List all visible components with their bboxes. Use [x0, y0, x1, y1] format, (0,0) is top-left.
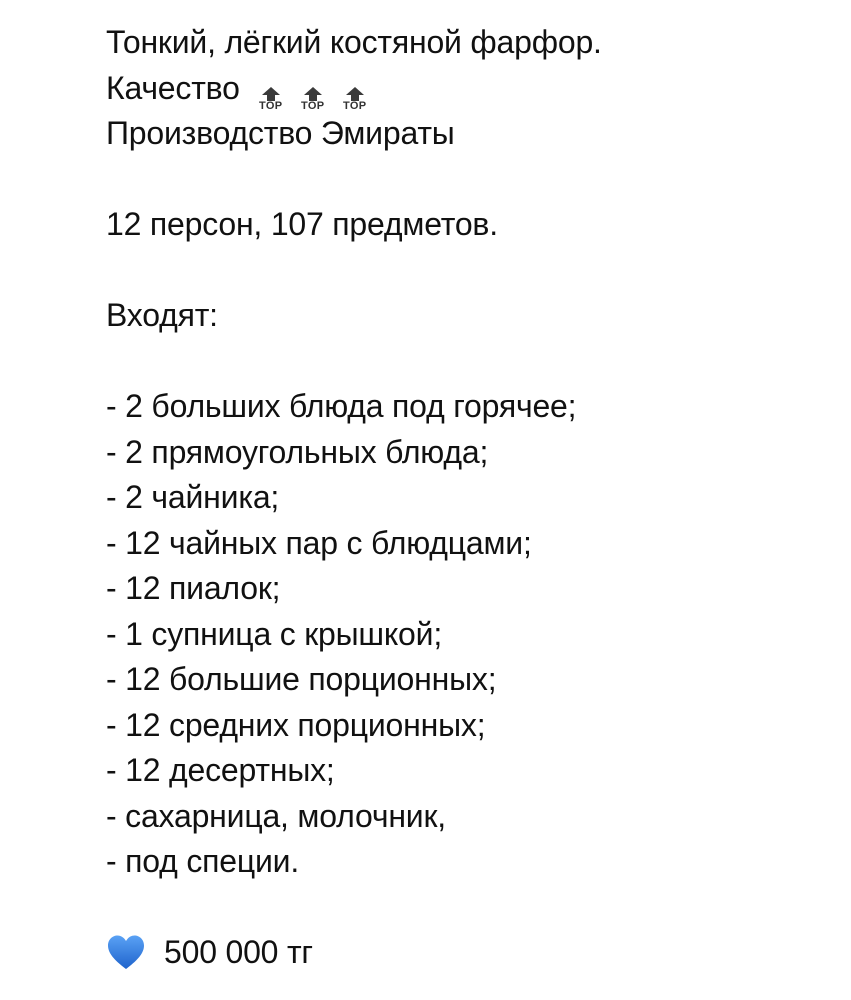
- spacer: [106, 248, 826, 294]
- top-badge-label: TOP: [301, 99, 325, 112]
- top-arrow-icon: [340, 87, 370, 112]
- price-line: [106, 930, 826, 976]
- items-list: [106, 384, 826, 885]
- spacer: [106, 157, 826, 203]
- list-item: - 2 чайника;: [106, 479, 280, 515]
- blue-heart-icon: [106, 933, 146, 973]
- spacer: [106, 339, 826, 385]
- list-item: - 2 прямоугольных блюда;: [106, 433, 489, 470]
- list-item: - 2 больших блюда под горячее;: [106, 388, 577, 424]
- top-arrow-icon: [298, 87, 328, 112]
- list-item: - 1 супница с крышкой;: [106, 615, 443, 652]
- quality-line: [106, 66, 826, 112]
- spacer: [106, 885, 826, 931]
- list-item: - 12 чайных пар с блюдцами;: [106, 524, 532, 561]
- price-text: 500 000 тг: [164, 934, 313, 970]
- top-badge-label: TOP: [343, 99, 367, 112]
- list-item: - 12 пиалок;: [106, 570, 281, 606]
- list-item: - 12 десертных;: [106, 752, 335, 788]
- top-badge-label: TOP: [259, 99, 283, 112]
- top-arrow-icon: [256, 87, 286, 112]
- summary-line: 12 персон, 107 предметов.: [106, 206, 498, 242]
- message-text: [106, 20, 826, 976]
- list-item: - сахарница, молочник,: [106, 797, 446, 834]
- list-item: - 12 средних порционных;: [106, 706, 486, 743]
- origin-line: Производство Эмираты: [106, 115, 455, 151]
- description-line: Тонкий, лёгкий костяной фарфор.: [106, 24, 602, 60]
- quality-label: Качество: [106, 69, 240, 106]
- top-icons-group: [256, 87, 370, 112]
- list-item: - под специи.: [106, 843, 300, 879]
- list-item: - 12 большие порционных;: [106, 661, 497, 697]
- includes-heading: Входят:: [106, 297, 218, 333]
